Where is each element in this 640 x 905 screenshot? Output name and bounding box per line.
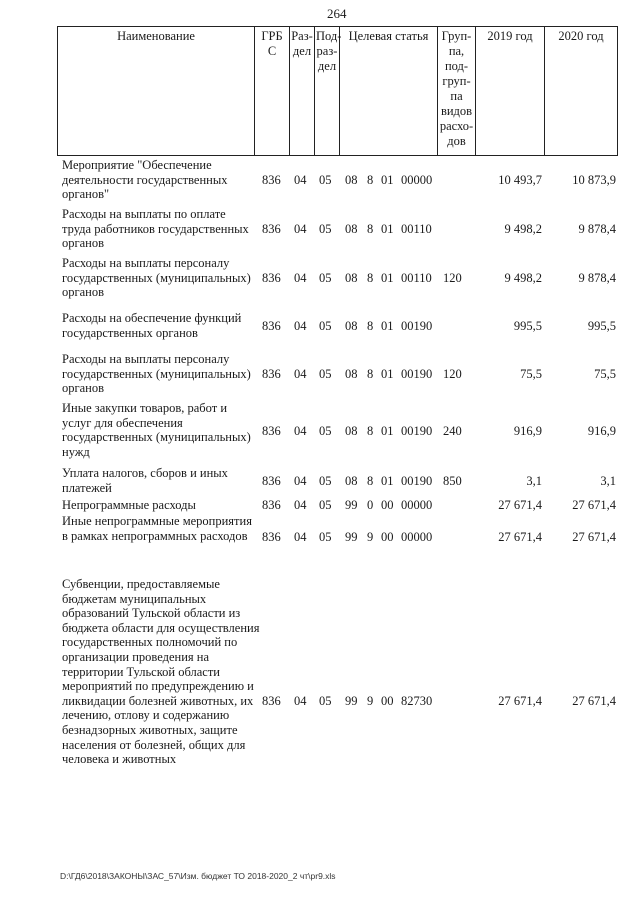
row-target-1: 08 xyxy=(345,173,358,187)
footer-file-path: D:\ГД6\2018\ЗАКОНЫ\ЗАС_57\Изм. бюджет ТО 2018-2020_2 чт\pr9.xls xyxy=(60,871,336,881)
row-grbs: 836 xyxy=(262,424,281,438)
row-2019: 27 671,4 xyxy=(498,694,542,708)
table-header xyxy=(57,26,618,156)
row-group: 120 xyxy=(443,367,462,381)
header-name: Наименование xyxy=(58,27,255,156)
row-name: Мероприятие "Обеспечение деятельности государственных органов" xyxy=(62,158,228,202)
row-target-2: 9 xyxy=(367,694,374,708)
row-name: Расходы на выплаты персоналу государственных (муниципальных) органов xyxy=(62,256,251,300)
row-podrazdel: 05 xyxy=(319,498,332,512)
row-name: Иные непрограммные мероприятия в рамках непрограммных расходов xyxy=(62,514,252,543)
header-razdel: Раз-дел xyxy=(290,27,315,156)
row-group: 850 xyxy=(443,474,462,488)
row-2019: 75,5 xyxy=(520,367,542,381)
row-podrazdel: 05 xyxy=(319,222,332,236)
row-target-3: 00 xyxy=(381,498,394,512)
row-podrazdel: 05 xyxy=(319,271,332,285)
row-grbs: 836 xyxy=(262,173,281,187)
row-target-2: 8 xyxy=(367,173,374,187)
row-target-4: 00000 xyxy=(401,530,433,544)
row-2019: 916,9 xyxy=(513,424,542,438)
row-razdel: 04 xyxy=(294,173,307,187)
row-2020: 9 878,4 xyxy=(578,271,616,285)
row-target-1: 08 xyxy=(345,474,358,488)
row-target-2: 8 xyxy=(367,222,374,236)
row-target-1: 08 xyxy=(345,424,358,438)
row-target-3: 01 xyxy=(381,271,394,285)
row-grbs: 836 xyxy=(262,222,281,236)
row-name: Иные закупки товаров, работ и услуг для обеспечения государственных (муниципальных) нужд xyxy=(62,401,251,459)
row-razdel: 04 xyxy=(294,367,307,381)
row-name: Непрограммные расходы xyxy=(62,498,196,512)
row-target-3: 01 xyxy=(381,319,394,333)
row-razdel: 04 xyxy=(294,222,307,236)
row-target-3: 00 xyxy=(381,694,394,708)
row-razdel: 04 xyxy=(294,530,307,544)
row-target-4: 00000 xyxy=(401,498,433,512)
row-razdel: 04 xyxy=(294,694,307,708)
row-target-4: 00190 xyxy=(401,424,433,438)
row-2019: 10 493,7 xyxy=(498,173,542,187)
row-target-1: 08 xyxy=(345,319,358,333)
row-grbs: 836 xyxy=(262,530,281,544)
row-name: Расходы на обеспечение функций государственных органов xyxy=(62,311,242,340)
row-razdel: 04 xyxy=(294,474,307,488)
row-target-3: 00 xyxy=(381,530,394,544)
row-2020: 75,5 xyxy=(594,367,616,381)
row-target-4: 00110 xyxy=(401,271,432,285)
row-target-4: 00110 xyxy=(401,222,432,236)
row-name: Субвенции, предоставляемые бюджетам муниципальных образований Тульской области из бюджета области для осуществления государственных полномочий по организации проведения на территории Тульской области мероприятий по предупреждению и ликвидации болезней животных, их лечению, отлову и содержанию безнадзорных животных, защите населения от болезней, общих для человека и животных xyxy=(62,577,260,767)
row-2020: 27 671,4 xyxy=(572,694,616,708)
row-podrazdel: 05 xyxy=(319,424,332,438)
row-group: 240 xyxy=(443,424,462,438)
row-target-4: 00190 xyxy=(401,474,433,488)
row-target-2: 8 xyxy=(367,319,374,333)
row-target-3: 01 xyxy=(381,222,394,236)
row-target-2: 8 xyxy=(367,474,374,488)
header-group: Груп-па, под-груп-па видов расхо-дов xyxy=(438,27,476,156)
row-target-4: 00190 xyxy=(401,367,433,381)
row-podrazdel: 05 xyxy=(319,367,332,381)
row-target-2: 8 xyxy=(367,367,374,381)
row-2020: 27 671,4 xyxy=(572,530,616,544)
row-grbs: 836 xyxy=(262,474,281,488)
row-razdel: 04 xyxy=(294,424,307,438)
row-2019: 27 671,4 xyxy=(498,498,542,512)
row-name: Расходы на выплаты по оплате труда работников государственных органов xyxy=(62,207,249,251)
row-razdel: 04 xyxy=(294,498,307,512)
row-target-2: 8 xyxy=(367,271,374,285)
header-target: Целевая статья xyxy=(340,27,438,156)
header-podrazdel: Под-раз-дел xyxy=(315,27,340,156)
row-target-2: 0 xyxy=(367,498,374,512)
row-target-3: 01 xyxy=(381,424,394,438)
row-2020: 27 671,4 xyxy=(572,498,616,512)
row-razdel: 04 xyxy=(294,271,307,285)
row-name: Расходы на выплаты персоналу государственных (муниципальных) органов xyxy=(62,352,251,396)
row-2020: 9 878,4 xyxy=(578,222,616,236)
row-target-3: 01 xyxy=(381,367,394,381)
row-target-1: 08 xyxy=(345,222,358,236)
row-grbs: 836 xyxy=(262,271,281,285)
row-target-1: 99 xyxy=(345,694,358,708)
row-2019: 27 671,4 xyxy=(498,530,542,544)
row-2020: 10 873,9 xyxy=(572,173,616,187)
row-podrazdel: 05 xyxy=(319,530,332,544)
row-target-3: 01 xyxy=(381,474,394,488)
row-razdel: 04 xyxy=(294,319,307,333)
row-target-4: 00190 xyxy=(401,319,433,333)
row-target-2: 9 xyxy=(367,530,374,544)
row-2020: 3,1 xyxy=(600,474,616,488)
row-target-1: 99 xyxy=(345,498,358,512)
row-2019: 9 498,2 xyxy=(504,271,542,285)
row-target-1: 08 xyxy=(345,271,358,285)
row-2020: 916,9 xyxy=(587,424,616,438)
row-target-1: 08 xyxy=(345,367,358,381)
row-target-4: 82730 xyxy=(401,694,433,708)
header-2020: 2020 год xyxy=(545,27,618,156)
row-target-1: 99 xyxy=(345,530,358,544)
row-2019: 3,1 xyxy=(526,474,542,488)
page-number: 264 xyxy=(327,6,347,21)
row-podrazdel: 05 xyxy=(319,474,332,488)
row-2020: 995,5 xyxy=(587,319,616,333)
row-target-4: 00000 xyxy=(401,173,433,187)
row-grbs: 836 xyxy=(262,498,281,512)
row-2019: 9 498,2 xyxy=(504,222,542,236)
row-podrazdel: 05 xyxy=(319,319,332,333)
row-grbs: 836 xyxy=(262,367,281,381)
row-group: 120 xyxy=(443,271,462,285)
row-target-3: 01 xyxy=(381,173,394,187)
row-podrazdel: 05 xyxy=(319,694,332,708)
row-name: Уплата налогов, сборов и иных платежей xyxy=(62,466,228,495)
row-2019: 995,5 xyxy=(513,319,542,333)
row-grbs: 836 xyxy=(262,694,281,708)
row-target-2: 8 xyxy=(367,424,374,438)
row-grbs: 836 xyxy=(262,319,281,333)
header-2019: 2019 год xyxy=(476,27,545,156)
header-grbs: ГРБ С xyxy=(255,27,290,156)
row-podrazdel: 05 xyxy=(319,173,332,187)
